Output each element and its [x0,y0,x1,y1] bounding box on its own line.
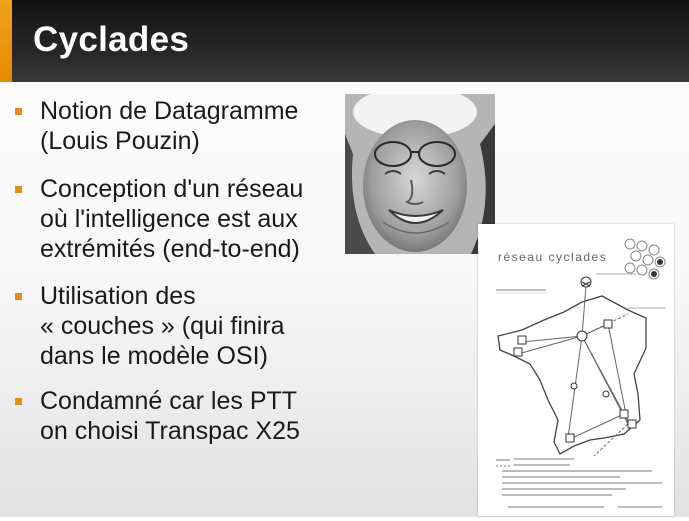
bullet-marker-icon [15,398,22,405]
bullet-text: Utilisation des « couches » (qui finira dans le modèle OSI) [40,282,285,370]
bullet-marker-icon [15,293,22,300]
bullet-item [15,174,345,264]
portrait-illustration [345,94,495,254]
bullet-marker-icon [15,186,22,193]
bullet-item [15,281,345,371]
bullet-marker-icon [15,108,22,115]
bullet-item [15,96,345,156]
bullet-text: Conception d'un réseau où l'intelligence est aux extrémités (end-to-end) [40,175,304,263]
map-title: réseau cyclades [498,250,608,264]
bullet-text: Notion de Datagramme (Louis Pouzin) [40,97,299,155]
map-illustration [478,224,674,516]
title-accent-strip [0,0,12,82]
cyclades-network-map [478,224,674,516]
slide-title: Cyclades [33,20,190,59]
bullet-item [15,386,345,446]
bullet-text: Condamné car les PTT on choisi Transpac X25 [40,387,300,445]
portrait-photo [345,94,495,254]
